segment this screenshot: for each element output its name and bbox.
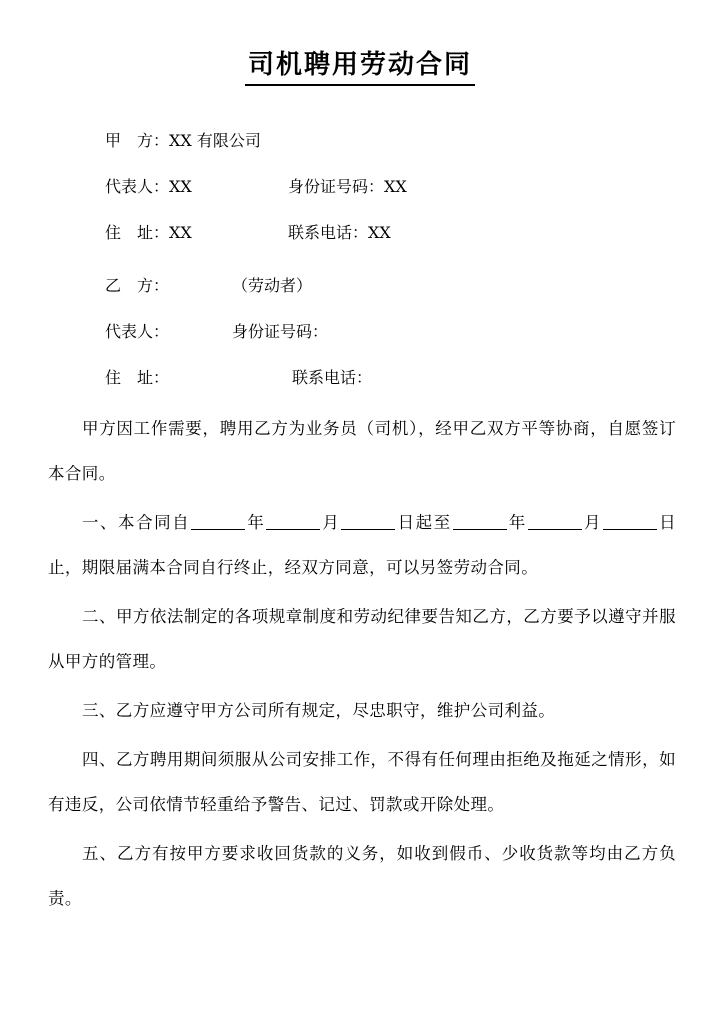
party-b-address-group	[105, 367, 169, 389]
party-b-row-name	[105, 275, 665, 321]
party-a-representative-group	[105, 176, 192, 198]
party-b-representative-group	[105, 321, 169, 343]
clause-1-text-e: 年	[507, 513, 527, 532]
clause-1-text-b: 年	[246, 513, 266, 532]
party-a-representative-value: XX	[169, 177, 192, 196]
contract-body	[48, 406, 676, 921]
party-b-block	[105, 275, 665, 413]
party-b-name-group	[105, 275, 169, 297]
party-a-representative-label: 代表人：	[105, 177, 170, 196]
page-title	[0, 48, 720, 86]
clause-1-text-f: 月	[582, 513, 602, 532]
party-a-idnumber-group	[288, 176, 407, 198]
clause-1	[48, 500, 676, 590]
party-a-address-label: 住 址：	[105, 223, 170, 242]
clause-4: 四、乙方聘用期间须服从公司安排工作，不得有任何理由拒绝及拖延之情形，如有违反，公司依情节轻重给予警告、记过、罚款或开除处理。	[48, 750, 676, 814]
party-a-name-value: XX 有限公司	[169, 131, 261, 150]
party-a-row-representative	[105, 176, 665, 222]
clause-1-text-d: 日起至	[396, 513, 452, 532]
clause-1-text-g: 日止，期限届满本合同自行终止，经双方同意，可以另签劳动合同。	[48, 513, 677, 577]
paragraph-preamble: 甲方因工作需要，聘用乙方为业务员（司机），经甲乙双方平等协商，自愿签订本合同。	[48, 419, 676, 483]
party-b-name-label: 乙 方：	[105, 276, 170, 295]
party-a-address-value: XX	[169, 223, 192, 242]
party-a-name-group	[105, 130, 261, 152]
party-b-representative-label: 代表人：	[105, 322, 170, 341]
blank-start-year[interactable]	[191, 513, 245, 531]
clause-1-text-a: 一、本合同自	[82, 513, 191, 532]
clause-5: 五、乙方有按甲方要求收回货款的义务，如收到假币、少收货款等均由乙方负责。	[48, 844, 676, 908]
party-b-phone-group	[292, 367, 372, 389]
party-a-phone-label: 联系电话：	[288, 223, 369, 242]
party-a-phone-group	[288, 222, 391, 244]
party-b-row-representative	[105, 321, 665, 367]
party-a-row-address	[105, 222, 665, 268]
party-a-address-group	[105, 222, 192, 244]
party-a-name-label: 甲 方：	[105, 131, 170, 150]
party-a-idnumber-label: 身份证号码：	[288, 177, 385, 196]
party-b-address-label: 住 址：	[105, 368, 170, 387]
party-b-role-note: （劳动者）	[232, 276, 313, 295]
clause-2: 二、甲方依法制定的各项规章制度和劳动纪律要告知乙方，乙方要予以遵守并服从甲方的管理。	[48, 607, 676, 671]
party-b-idnumber-label: 身份证号码：	[232, 322, 329, 341]
party-a-idnumber-value: XX	[384, 177, 407, 196]
party-b-idnumber-group	[232, 321, 328, 343]
party-a-block	[105, 130, 665, 268]
blank-end-month[interactable]	[528, 513, 582, 531]
party-a-phone-value: XX	[368, 223, 391, 242]
party-b-phone-label: 联系电话：	[292, 368, 373, 387]
blank-start-month[interactable]	[266, 513, 320, 531]
blank-end-day[interactable]	[603, 513, 657, 531]
page-title-text: 司机聘用劳动合同	[245, 48, 475, 86]
blank-end-year[interactable]	[453, 513, 507, 531]
clause-1-text-c: 月	[321, 513, 341, 532]
clause-3: 三、乙方应遵守甲方公司所有规定，尽忠职守，维护公司利益。	[82, 701, 556, 720]
blank-start-day[interactable]	[341, 513, 395, 531]
party-a-row-name	[105, 130, 665, 176]
